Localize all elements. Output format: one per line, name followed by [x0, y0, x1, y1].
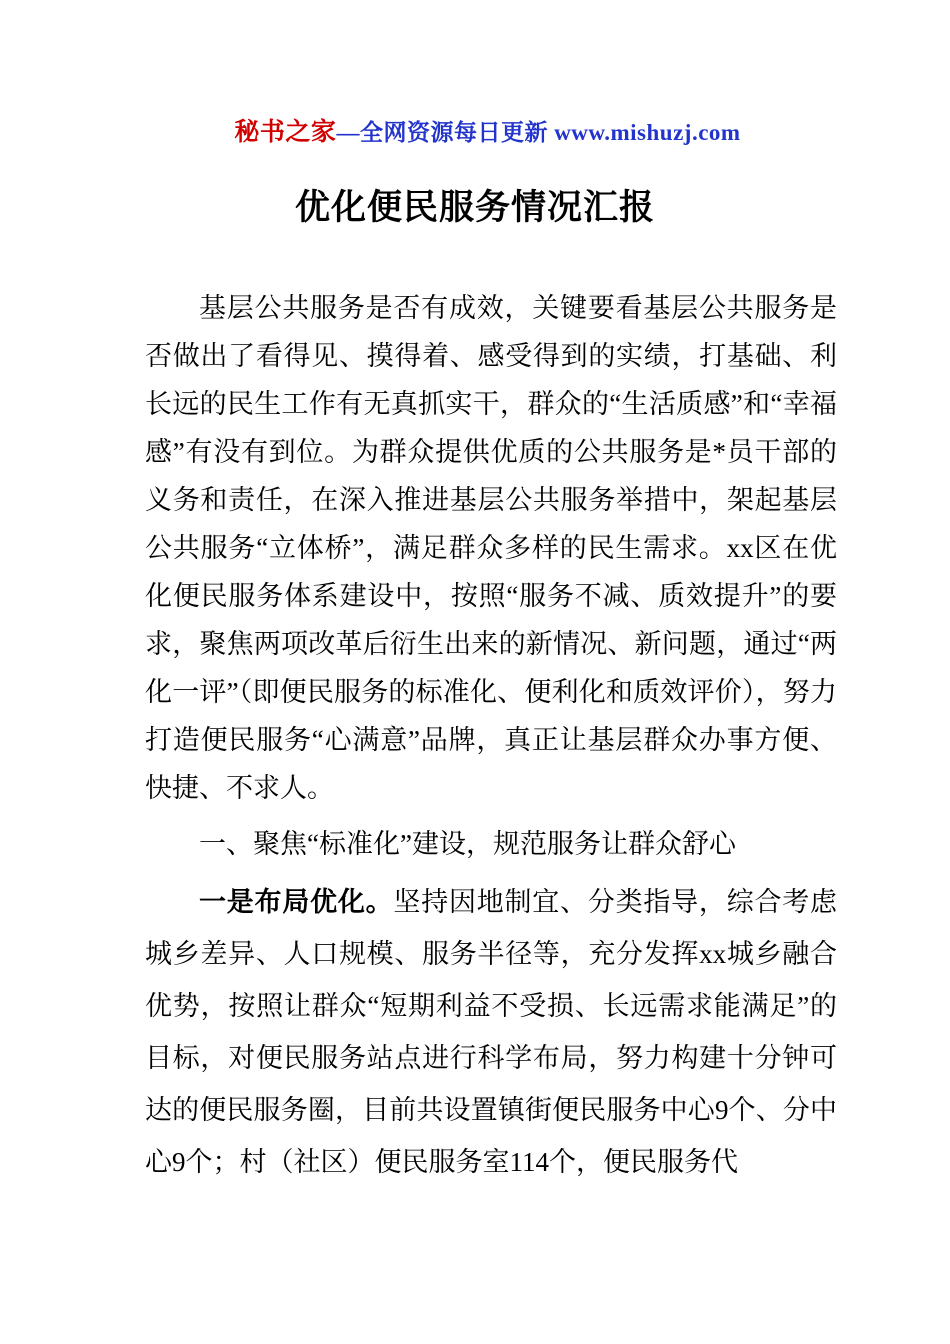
paragraph-intro: 基层公共服务是否有成效，关键要看基层公共服务是否做出了看得见、摸得着、感受得到的实绩，打基础、利长远的民生工作有无真抓实干，群众的“生活质感”和“幸福感”有没有到位。为群众提供优质的公共服务是*员干部的义务和责任，在深入推进基层公共服务举措中，架起基层公共服务“立体桥”，满足群众多样的民生需求。xx区在优化便民服务体系建设中，按照“服务不减、质效提升”的要求，聚焦两项改革后衍生出来的新情况、新问题，通过“两化一评”（即便民服务的标准化、便利化和质效评价），努力打造便民服务“心满意”品牌，真正让基层群众办事方便、快捷、不求人。: [145, 293, 837, 803]
point-1-text: 坚持因地制宜、分类指导，综合考虑城乡差异、人口规模、服务半径等，充分发挥xx城乡融合优势，按照让群众“短期利益不受损、长远需求能满足”的目标，对便民服务站点进行科学布局，努力构建十分钟可达的便民服务圈，目前共设置镇街便民服务中心9个、分中心9个；村（社区）便民服务室114个，便民服务代: [145, 887, 838, 1177]
document-title: 优化便民服务情况汇报: [294, 188, 655, 227]
section-heading-1: 一、聚焦“标准化”建设，规范服务让群众舒心: [199, 829, 736, 859]
point-1-lead: 一是布局优化。: [199, 887, 394, 917]
document-body: [145, 284, 837, 1188]
site-brand: 秘书之家: [234, 119, 337, 146]
site-header: [0, 86, 950, 174]
paragraph-point-1: [145, 876, 837, 1188]
site-tagline: —全网资源每日更新: [336, 120, 555, 145]
site-url-link[interactable]: www.mishuzj.com: [554, 120, 741, 145]
